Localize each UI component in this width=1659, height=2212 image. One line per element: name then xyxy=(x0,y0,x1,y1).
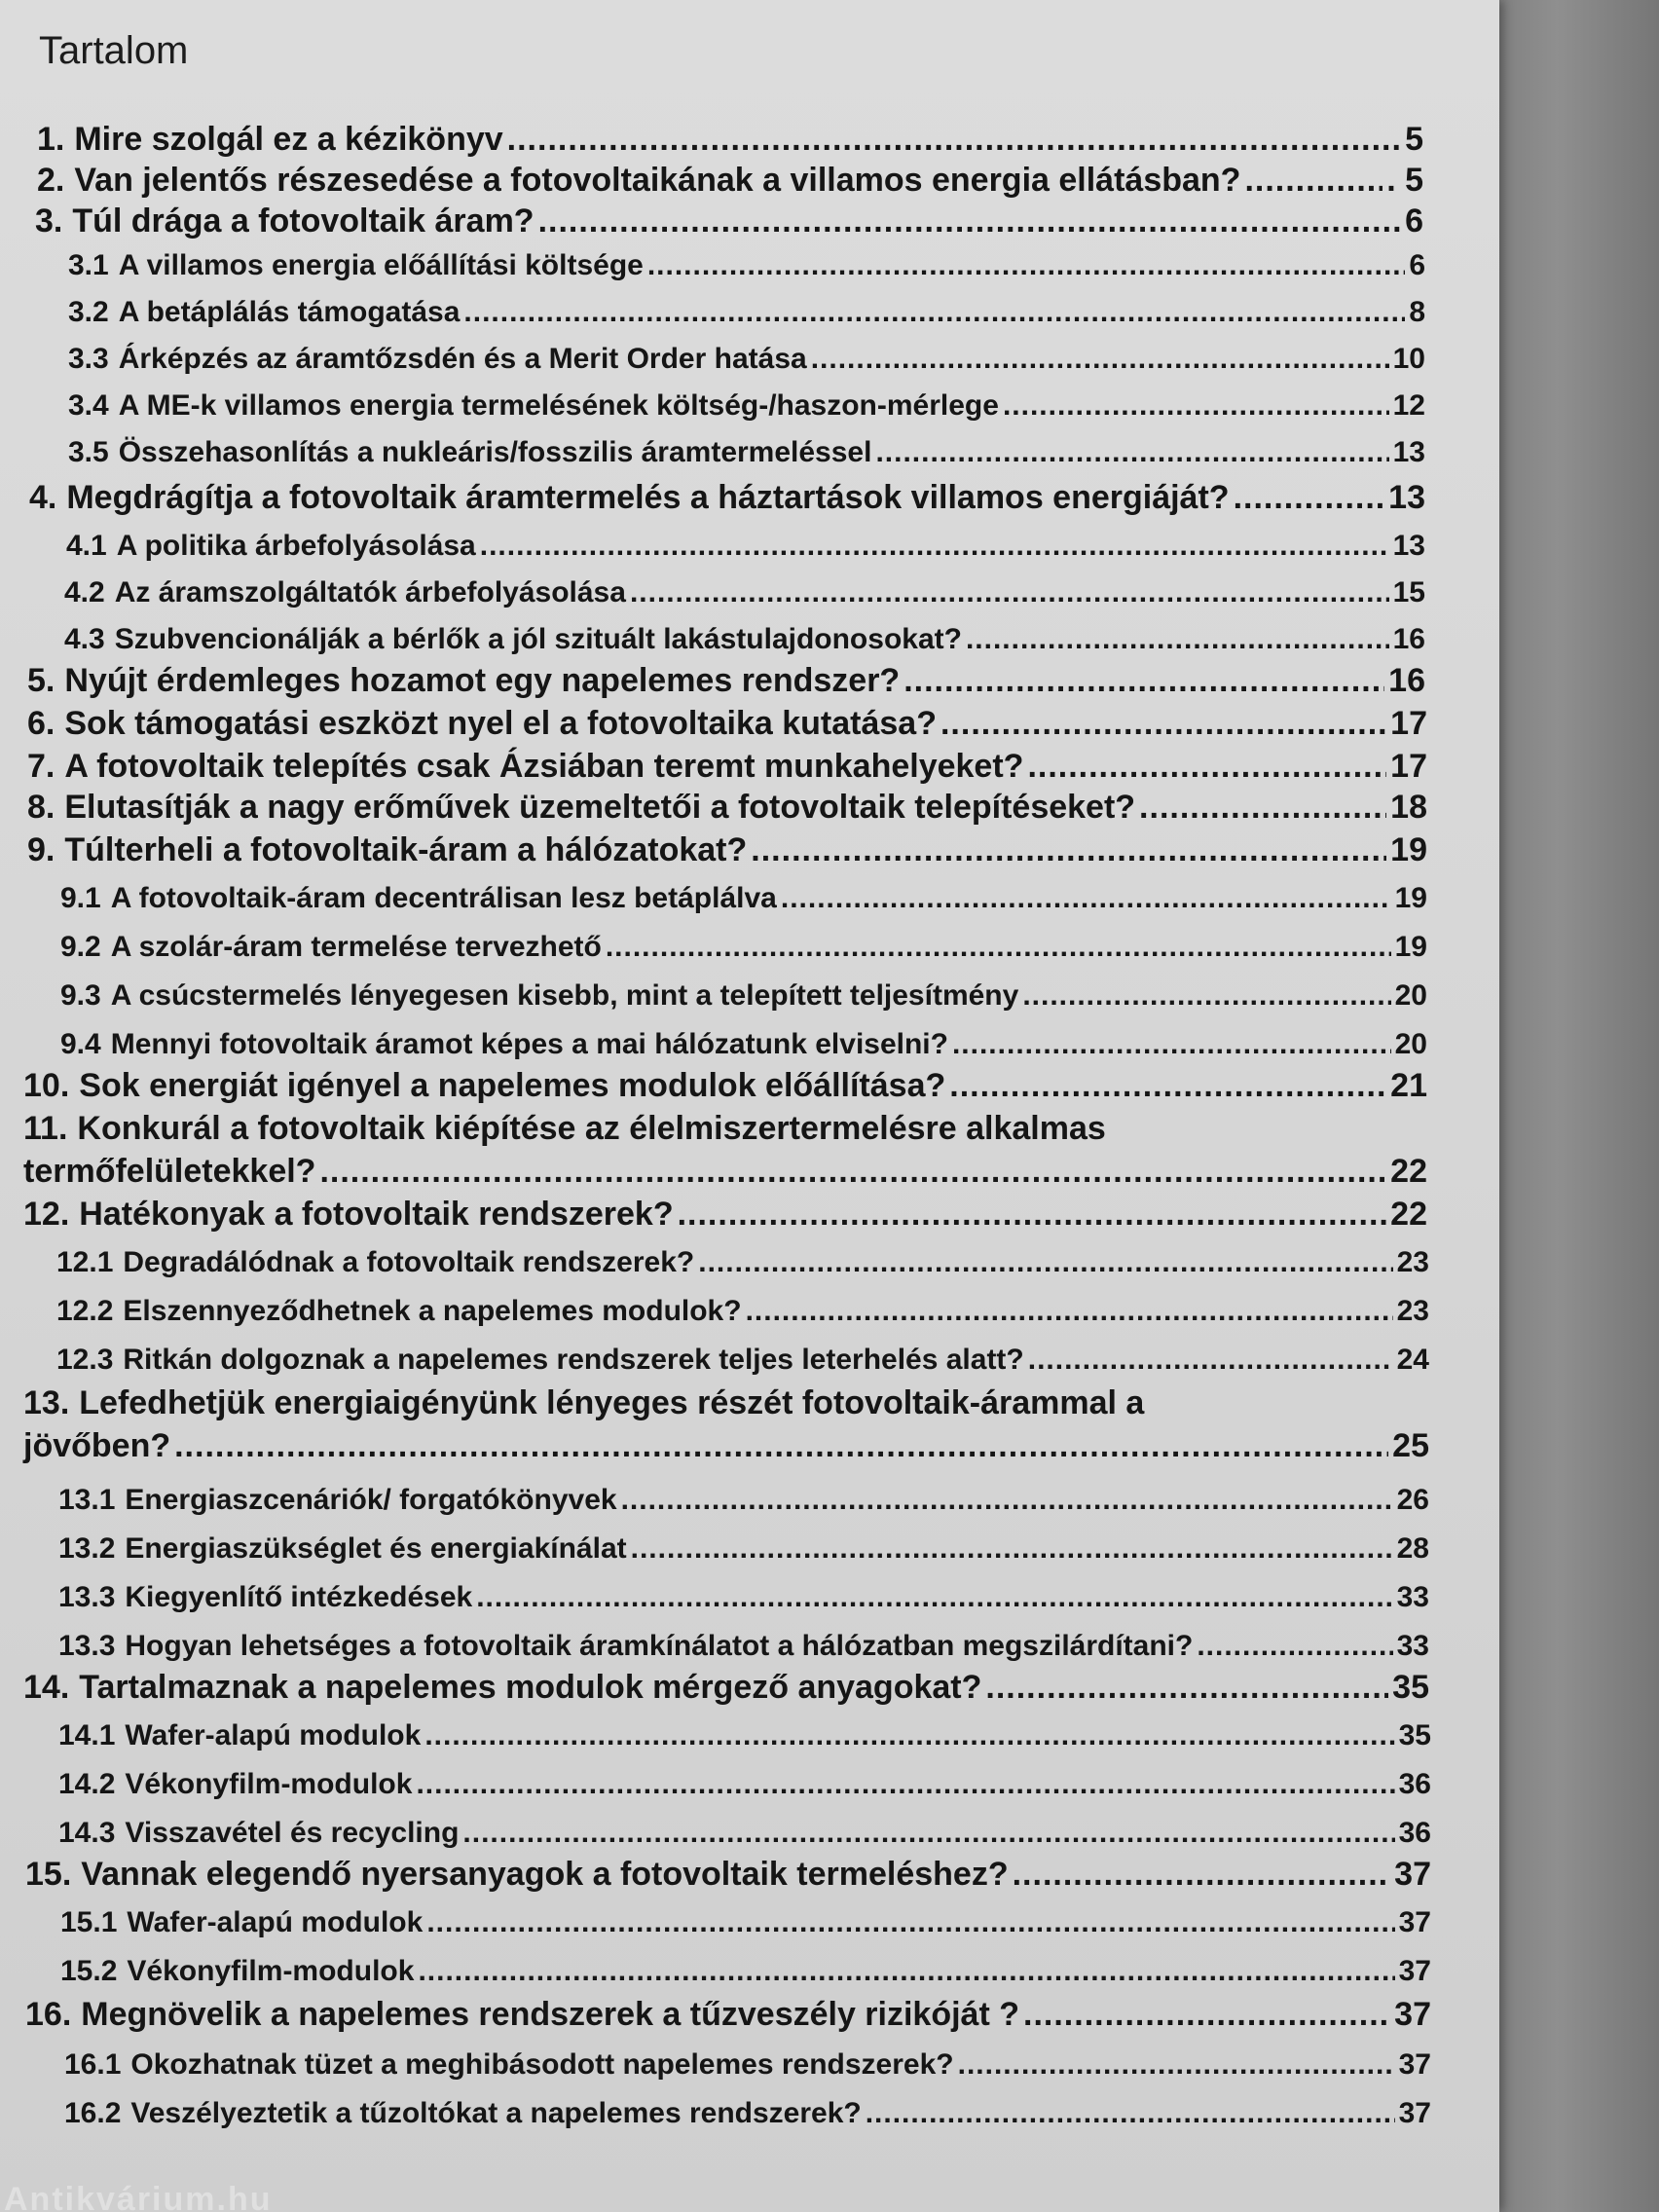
toc-entry[interactable] xyxy=(56,1246,1429,1285)
toc-entry-number: 9.2 xyxy=(60,931,101,963)
toc-entry-line xyxy=(23,1110,1106,1148)
toc-entry-label: Hogyan lehetséges a fotovoltaik áramkínálatot a hálózatban megszilárdítani? xyxy=(125,1630,1194,1662)
toc-entry-label: Összehasonlítás a nukleáris/fosszilis áramtermeléssel xyxy=(118,436,872,468)
toc-page-number: 21 xyxy=(1390,1067,1427,1104)
toc-leader-dots xyxy=(678,1196,1387,1234)
toc-entry-label: Veszélyeztetik a tűzoltókat a napelemes rendszerek? xyxy=(130,2097,862,2129)
toc-leader-dots xyxy=(866,2097,1395,2130)
toc-leader-dots xyxy=(538,203,1402,240)
toc-entry-number: 3.5 xyxy=(68,436,109,468)
toc-entry[interactable] xyxy=(27,705,1427,746)
toc-page-number: 35 xyxy=(1398,1719,1431,1751)
toc-entry-label: Lefedhetjük energiaigényünk lényeges részét fotovoltaik-árammal a xyxy=(79,1384,1145,1421)
toc-page-number: 28 xyxy=(1396,1532,1429,1565)
toc-leader-dots xyxy=(781,882,1391,915)
toc-page-number: 19 xyxy=(1394,882,1427,914)
toc-entry[interactable] xyxy=(60,1028,1427,1067)
toc-page-number: 16 xyxy=(1388,662,1425,699)
toc-leader-dots xyxy=(958,2048,1395,2082)
toc-page-number: 37 xyxy=(1394,1856,1431,1893)
toc-entry-label: Mennyi fotovoltaik áramot képes a mai hálózatunk elviselni? xyxy=(110,1028,948,1060)
toc-entry-number: 9.1 xyxy=(60,882,101,914)
toc-entry-label: Konkurál a fotovoltaik kiépítése az élelmiszertermelésre alkalmas xyxy=(77,1110,1106,1147)
toc-entry-number: 5. xyxy=(27,662,55,699)
toc-entry[interactable] xyxy=(60,931,1427,970)
toc-entry-label: A fotovoltaik-áram decentrálisan lesz betáplálva xyxy=(110,882,777,914)
toc-entry-label: Vékonyfilm-modulok xyxy=(125,1768,413,1800)
toc-page-number: 33 xyxy=(1396,1581,1429,1613)
toc-entry[interactable] xyxy=(27,789,1427,830)
toc-page-number: 6 xyxy=(1409,249,1425,281)
toc-entry-label: Megnövelik a napelemes rendszerek a tűzveszély rizikóját ? xyxy=(81,1996,1020,2033)
toc-entry-label: A politika árbefolyásolása xyxy=(116,530,476,562)
toc-leader-dots xyxy=(507,121,1401,159)
toc-entry-number: 10. xyxy=(23,1067,70,1104)
toc-leader-dots xyxy=(1022,979,1390,1013)
toc-entry-line xyxy=(23,1384,1144,1422)
toc-entry-number: 1. xyxy=(37,121,65,158)
toc-leader-dots xyxy=(630,576,1389,609)
toc-page-number: 19 xyxy=(1394,931,1427,963)
toc-entry-label: jövőben? xyxy=(23,1427,171,1464)
toc-entry-number: 14.2 xyxy=(58,1768,116,1800)
toc-entry[interactable] xyxy=(58,1768,1431,1807)
toc-leader-dots xyxy=(462,1817,1394,1850)
toc-page-number: 17 xyxy=(1390,705,1427,742)
toc-page-number: 10 xyxy=(1392,343,1425,375)
toc-page-number: 25 xyxy=(1392,1427,1429,1464)
toc-entry-number: 11. xyxy=(23,1110,68,1147)
toc-entry-number: 16.1 xyxy=(64,2048,122,2081)
toc-leader-dots xyxy=(966,623,1389,656)
toc-entry[interactable] xyxy=(27,662,1425,703)
toc-entry-number: 3.2 xyxy=(68,296,109,328)
toc-leader-dots xyxy=(746,1295,1393,1328)
toc-entry-number: 4.3 xyxy=(64,623,105,655)
toc-entry-number: 9.3 xyxy=(60,979,101,1012)
toc-entry[interactable] xyxy=(25,1856,1431,1897)
toc-page-number: 24 xyxy=(1396,1344,1429,1376)
toc-entry-number: 4.2 xyxy=(64,576,105,608)
toc-entry-label: Wafer-alapú modulok xyxy=(125,1719,422,1751)
toc-entry[interactable] xyxy=(58,1484,1429,1523)
toc-entry[interactable] xyxy=(60,979,1427,1018)
toc-page-number: 12 xyxy=(1392,389,1425,422)
toc-entry[interactable] xyxy=(58,1719,1431,1758)
toc-page-number: 36 xyxy=(1398,1817,1431,1849)
toc-leader-dots xyxy=(952,1028,1391,1061)
toc-page-number: 26 xyxy=(1396,1484,1429,1516)
toc-leader-dots xyxy=(1013,1856,1391,1894)
toc-entry-label: Mire szolgál ez a kézikönyv xyxy=(74,121,503,158)
toc-entry[interactable] xyxy=(37,162,1423,203)
toc-entry-number: 13.1 xyxy=(58,1484,116,1516)
toc-entry[interactable] xyxy=(68,389,1425,428)
toc-entry-number: 4.1 xyxy=(66,530,107,562)
toc-leader-dots xyxy=(647,249,1405,282)
toc-page-number: 17 xyxy=(1390,748,1427,785)
toc-entry-label: Elutasítják a nagy erőművek üzemeltetői a fotovoltaik telepítéseket? xyxy=(64,789,1136,826)
toc-entry-label: Degradálódnak a fotovoltaik rendszerek? xyxy=(123,1246,695,1278)
toc-leader-dots xyxy=(463,296,1405,329)
toc-page-number: 37 xyxy=(1394,1996,1431,2033)
toc-leader-dots xyxy=(1244,162,1382,200)
toc-entry[interactable] xyxy=(60,1955,1431,1994)
toc-page-number: 13 xyxy=(1392,436,1425,468)
toc-page-number: 37 xyxy=(1398,1906,1431,1938)
toc-entry-number: 14.1 xyxy=(58,1719,116,1751)
toc-entry-number: 13. xyxy=(23,1384,70,1421)
toc-leader-dots xyxy=(903,662,1384,700)
toc-entry-number: 9.4 xyxy=(60,1028,101,1060)
toc-entry-number: 12.3 xyxy=(56,1344,114,1376)
toc-entry-label: Ritkán dolgoznak a napelemes rendszerek teljes leterhelés alatt? xyxy=(123,1344,1024,1376)
toc-leader-dots xyxy=(426,1906,1394,1939)
toc-entry[interactable] xyxy=(23,1669,1429,1710)
toc-page-number: 23 xyxy=(1396,1246,1429,1278)
toc-leader-dots xyxy=(1234,479,1385,517)
toc-entry[interactable] xyxy=(23,1153,1427,1194)
toc-entry[interactable] xyxy=(64,576,1425,615)
toc-page-number: 18 xyxy=(1390,789,1427,826)
toc-entry[interactable] xyxy=(25,1996,1431,2037)
toc-leader-dots xyxy=(875,436,1388,469)
toc-entry[interactable] xyxy=(58,1630,1429,1669)
toc-leader-dots xyxy=(1023,1996,1390,2034)
toc-page-number: 35 xyxy=(1392,1669,1429,1706)
toc-entry-number: 13.2 xyxy=(58,1532,116,1565)
toc-entry-label: Okozhatnak tüzet a meghibásodott napelemes rendszerek? xyxy=(130,2048,954,2081)
toc-entry[interactable] xyxy=(64,623,1425,662)
toc-page-number: 36 xyxy=(1398,1768,1431,1800)
toc-entry-label: Tartalmaznak a napelemes modulok mérgező anyagokat? xyxy=(79,1669,982,1706)
toc-leader-dots xyxy=(606,931,1391,964)
toc-entry-label: A ME-k villamos energia termelésének költség-/haszon-mérlege xyxy=(118,389,999,422)
toc-entry[interactable] xyxy=(23,1196,1427,1236)
toc-entry-label: Túl drága a fotovoltaik áram? xyxy=(72,203,535,240)
toc-page-number: 6 xyxy=(1405,203,1423,240)
toc-entry-number: 13.3 xyxy=(58,1581,116,1613)
toc-page-number: 37 xyxy=(1398,2097,1431,2129)
toc-entry-number: 4. xyxy=(29,479,57,516)
toc-leader-dots xyxy=(1003,389,1389,423)
toc-leader-dots xyxy=(174,1427,1388,1465)
toc-entry-label: Az áramszolgáltatók árbefolyásolása xyxy=(114,576,626,608)
toc-entry-label: Visszavétel és recycling xyxy=(125,1817,460,1849)
toc-entry[interactable] xyxy=(29,479,1425,520)
toc-entry-number: 15.2 xyxy=(60,1955,118,1987)
toc-page-number: 20 xyxy=(1394,1028,1427,1060)
toc-entry[interactable] xyxy=(23,1067,1427,1108)
toc-entry-number: 3. xyxy=(35,203,63,240)
toc-entry-label: Elszennyeződhetnek a napelemes modulok? xyxy=(123,1295,742,1327)
toc-leader-dots xyxy=(418,1955,1394,1988)
toc-leader-dots xyxy=(424,1719,1394,1752)
toc-entry-number: 3.4 xyxy=(68,389,109,422)
toc-entry[interactable] xyxy=(27,748,1427,789)
toc-entry-label: Energiaszükséglet és energiakínálat xyxy=(125,1532,627,1565)
toc-entry[interactable] xyxy=(23,1427,1429,1468)
toc-entry-number: 2. xyxy=(37,162,65,199)
toc-entry[interactable] xyxy=(64,2048,1431,2087)
toc-entry[interactable] xyxy=(64,2097,1431,2136)
toc-entry-number: 12. xyxy=(23,1196,70,1233)
toc-entry[interactable] xyxy=(35,203,1423,243)
toc-entry-label: Megdrágítja a fotovoltaik áramtermelés a háztartások villamos energiáját? xyxy=(66,479,1230,516)
toc-entry-label: A szolár-áram termelése tervezhető xyxy=(110,931,602,963)
toc-entry-label: Hatékonyak a fotovoltaik rendszerek? xyxy=(79,1196,674,1233)
toc-entry[interactable] xyxy=(68,436,1425,475)
toc-entry-number: 7. xyxy=(27,748,55,785)
toc-entry-label: Sok energiát igényel a napelemes modulok előállítása? xyxy=(79,1067,946,1104)
toc-leader-dots xyxy=(319,1153,1386,1191)
toc-leader-dots xyxy=(751,831,1386,869)
toc-page-number: 13 xyxy=(1392,530,1425,562)
toc-entry-number: 16. xyxy=(25,1996,72,2033)
watermark: Antikvárium.hu xyxy=(4,2181,273,2212)
toc-leader-dots xyxy=(1027,748,1386,786)
toc-leader-dots xyxy=(1028,1344,1393,1377)
toc-entry-number: 3.1 xyxy=(68,249,109,281)
toc-entry-label: Szubvencionálják a bérlők a jól szituált lakástulajdonosokat? xyxy=(114,623,962,655)
toc-entry-number: 12.1 xyxy=(56,1246,114,1278)
toc-leader-dots xyxy=(631,1532,1393,1566)
toc-leader-dots xyxy=(985,1669,1388,1707)
toc-entry[interactable] xyxy=(56,1295,1429,1334)
toc-entry-label: Wafer-alapú modulok xyxy=(127,1906,424,1938)
toc-entry-label: A betáplálás támogatása xyxy=(118,296,461,328)
toc-page-number: 13 xyxy=(1388,479,1425,516)
toc-entry[interactable] xyxy=(60,882,1427,921)
toc-entry[interactable] xyxy=(60,1906,1431,1945)
toc-page-number: 37 xyxy=(1398,1955,1431,1987)
toc-page-number: 15 xyxy=(1392,576,1425,608)
toc-entry-label: Vékonyfilm-modulok xyxy=(127,1955,415,1987)
toc-page-number: 22 xyxy=(1390,1153,1427,1190)
toc-leader-dots xyxy=(1197,1630,1392,1663)
toc-entry-number: 14.3 xyxy=(58,1817,116,1849)
toc-entry[interactable] xyxy=(27,831,1427,872)
toc-page-number: 22 xyxy=(1390,1196,1427,1233)
toc-entry-number: 8. xyxy=(27,789,55,826)
toc-entry-label: A fotovoltaik telepítés csak Ázsiában teremt munkahelyeket? xyxy=(64,748,1024,785)
toc-entry[interactable] xyxy=(56,1344,1429,1382)
toc-page-number: 8 xyxy=(1409,296,1425,328)
toc-entry-number: 9. xyxy=(27,831,55,868)
toc-page-number: . 5 xyxy=(1386,162,1423,199)
toc-page-number: 16 xyxy=(1392,623,1425,655)
toc-leader-dots xyxy=(480,530,1389,563)
toc-entry-number: 3.3 xyxy=(68,343,109,375)
toc-page-number: 23 xyxy=(1396,1295,1429,1327)
toc-entry-label: Sok támogatási eszközt nyel el a fotovoltaika kutatása? xyxy=(64,705,937,742)
toc-leader-dots xyxy=(811,343,1389,376)
toc-entry[interactable] xyxy=(68,343,1425,382)
toc-leader-dots xyxy=(416,1768,1394,1801)
toc-entry-number: 13.3 xyxy=(58,1630,116,1662)
toc-entry-number: 6. xyxy=(27,705,55,742)
toc-entry-label: Nyújt érdemleges hozamot egy napelemes rendszer? xyxy=(64,662,901,699)
toc-entry-label: A villamos energia előállítási költsége xyxy=(118,249,644,281)
toc-entry[interactable] xyxy=(66,530,1425,569)
toc-leader-dots xyxy=(698,1246,1392,1279)
toc-entry-label: Kiegyenlítő intézkedések xyxy=(125,1581,473,1613)
toc-entry-label: termőfelületekkel? xyxy=(23,1153,316,1190)
toc-entry-label: Árképzés az áramtőzsdén és a Merit Order hatása xyxy=(118,343,807,375)
toc-entry-number: 14. xyxy=(23,1669,70,1706)
page-title: Tartalom xyxy=(39,29,189,72)
toc-leader-dots xyxy=(1139,789,1386,827)
toc-entry[interactable] xyxy=(58,1817,1431,1856)
background-surface xyxy=(1490,0,1659,2212)
toc-entry[interactable] xyxy=(58,1581,1429,1620)
toc-entry[interactable] xyxy=(68,296,1425,335)
toc-entry-number: 15. xyxy=(25,1856,72,1893)
toc-page-number: 20 xyxy=(1394,979,1427,1012)
toc-page-number: 5 xyxy=(1405,121,1423,158)
toc-entry-label: Vannak elegendő nyersanyagok a fotovoltaik termeléshez? xyxy=(81,1856,1009,1893)
toc-page-number: 33 xyxy=(1396,1630,1429,1662)
toc-entry[interactable] xyxy=(68,249,1425,288)
toc-entry-label: A csúcstermelés lényegesen kisebb, mint a telepített teljesítmény xyxy=(110,979,1019,1012)
toc-leader-dots xyxy=(476,1581,1392,1614)
toc-page-number: 19 xyxy=(1390,831,1427,868)
toc-entry-number: 15.1 xyxy=(60,1906,118,1938)
toc-entry[interactable] xyxy=(58,1532,1429,1571)
toc-entry-label: Van jelentős részesedése a fotovoltaikának a villamos energia ellátásban? xyxy=(74,162,1241,199)
toc-entry-label: Túlterheli a fotovoltaik-áram a hálózatokat? xyxy=(64,831,748,868)
toc-leader-dots xyxy=(949,1067,1386,1105)
toc-entry[interactable] xyxy=(37,121,1423,162)
toc-entry-number: 12.2 xyxy=(56,1295,114,1327)
toc-page-number: 37 xyxy=(1398,2048,1431,2081)
toc-leader-dots xyxy=(621,1484,1393,1517)
toc-entry-number: 16.2 xyxy=(64,2097,122,2129)
toc-entry-label: Energiaszcenáriók/ forgatókönyvek xyxy=(125,1484,617,1516)
toc-leader-dots xyxy=(940,705,1386,743)
